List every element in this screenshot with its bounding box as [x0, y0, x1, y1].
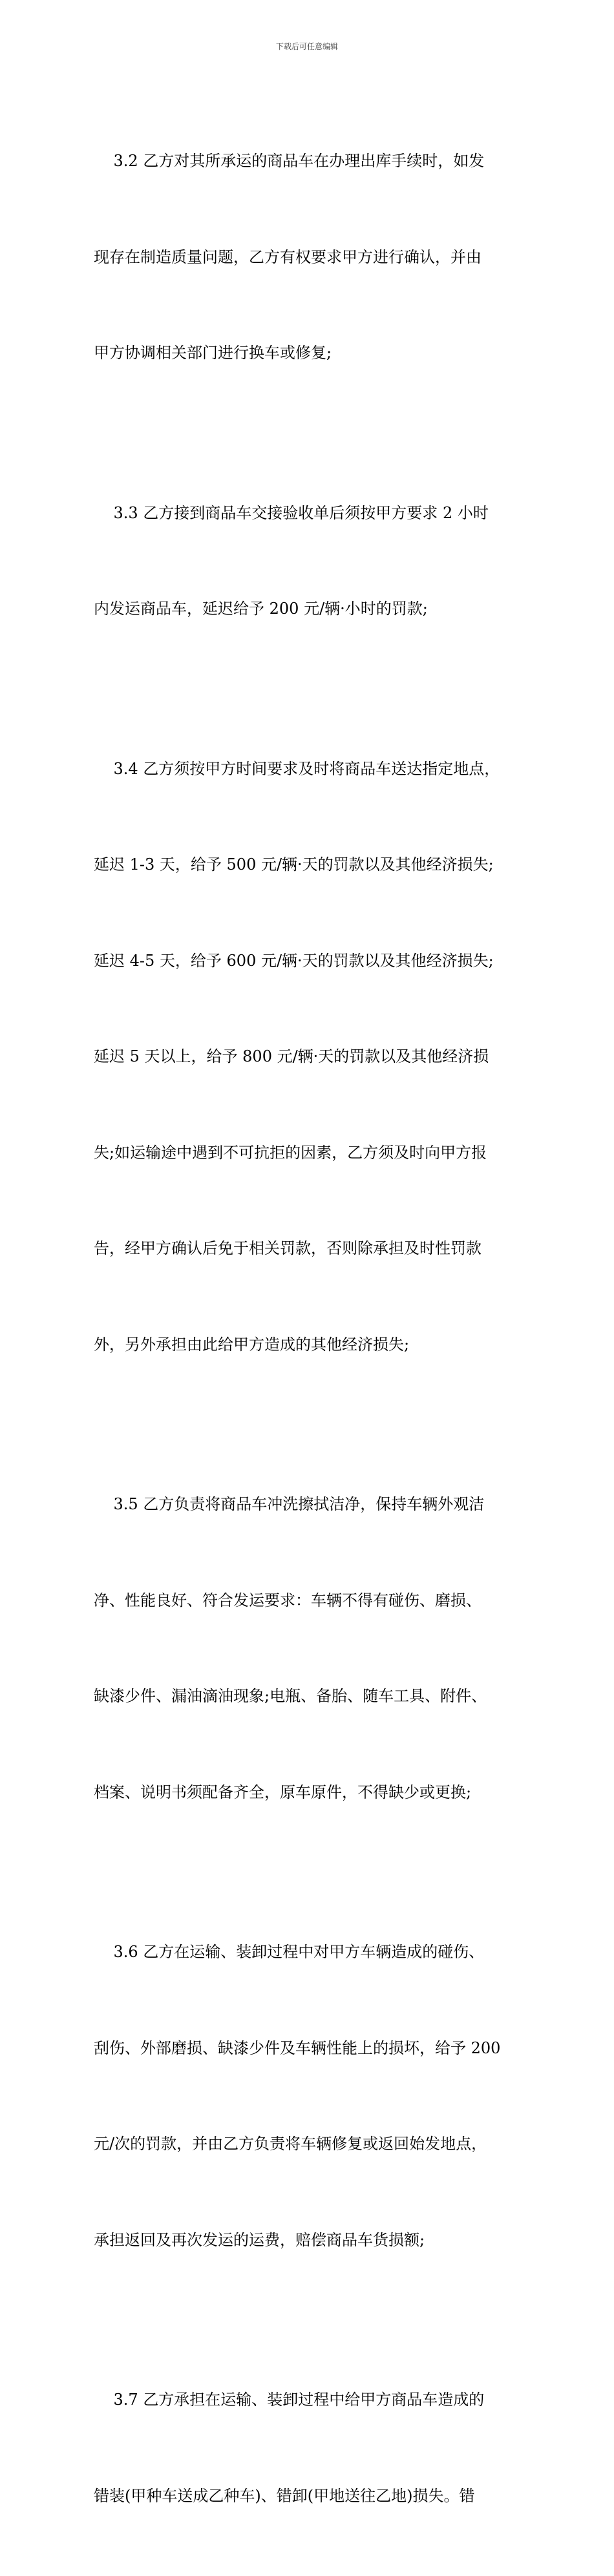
- text-line: 3.6 乙方在运输、装卸过程中对甲方车辆造成的碰伤、: [94, 1943, 485, 1961]
- text-line: 失;如运输途中遇到不可抗拒的因素，乙方须及时向甲方报: [94, 1143, 487, 1162]
- text-line: 延迟 4-5 天，给予 600 元/辆·天的罚款以及其他经济损失;: [94, 951, 494, 970]
- clause-3-5: [94, 1425, 520, 1872]
- text-line: 内发运商品车，延迟给予 200 元/辆·小时的罚款;: [94, 600, 428, 618]
- text-line: 外，另外承担由此给甲方造成的其他经济损失;: [94, 1335, 410, 1354]
- clause-3-6: [94, 1872, 520, 2320]
- text-line: 告，经甲方确认后免于相关罚款，否则除承担及时性罚款: [94, 1239, 482, 1257]
- text-line: 3.2 乙方对其所承运的商品车在办理出库手续时，如发: [94, 152, 485, 170]
- text-line: 延迟 1-3 天，给予 500 元/辆·天的罚款以及其他经济损失;: [94, 855, 494, 874]
- text-line: 缺漆少件、漏油滴油现象;电瓶、备胎、随车工具、附件、: [94, 1687, 487, 1705]
- document-body: [94, 81, 520, 2576]
- clause-3-7: [94, 2320, 520, 2576]
- clause-3-2: [94, 81, 520, 434]
- clause-3-3: [94, 434, 520, 689]
- text-line: 3.3 乙方接到商品车交接验收单后须按甲方要求 2 小时: [94, 503, 489, 522]
- text-line: 净、性能良好、符合发运要求：车辆不得有碰伤、磨损、: [94, 1591, 482, 1609]
- text-line: 3.7 乙方承担在运输、装卸过程中给甲方商品车造成的: [94, 2391, 485, 2409]
- text-line: 甲方协调相关部门进行换车或修复;: [94, 344, 332, 362]
- text-line: 3.5 乙方负责将商品车冲洗擦拭洁净，保持车辆外观洁: [94, 1495, 485, 1513]
- text-line: 元/次的罚款，并由乙方负责将车辆修复或返回始发地点，: [94, 2135, 487, 2153]
- text-line: 延迟 5 天以上，给予 800 元/辆·天的罚款以及其他经济损: [94, 1047, 489, 1065]
- text-line: 现存在制造质量问题，乙方有权要求甲方进行确认，并由: [94, 247, 482, 266]
- page-header: 下载后可任意编辑: [275, 42, 338, 51]
- text-line: 承担返回及再次发运的运费，赔偿商品车货损额;: [94, 2230, 425, 2249]
- text-line: 档案、说明书须配备齐全，原车原件，不得缺少或更换;: [94, 1783, 472, 1801]
- clause-3-4: [94, 689, 520, 1425]
- text-line: 刮伤、外部磨损、缺漆少件及车辆性能上的损坏，给予 200: [94, 2038, 501, 2057]
- text-line: 错装(甲种车送成乙种车)、错卸(甲地送往乙地)损失。错: [94, 2486, 475, 2505]
- text-line: 3.4 乙方须按甲方时间要求及时将商品车送达指定地点，: [94, 759, 500, 778]
